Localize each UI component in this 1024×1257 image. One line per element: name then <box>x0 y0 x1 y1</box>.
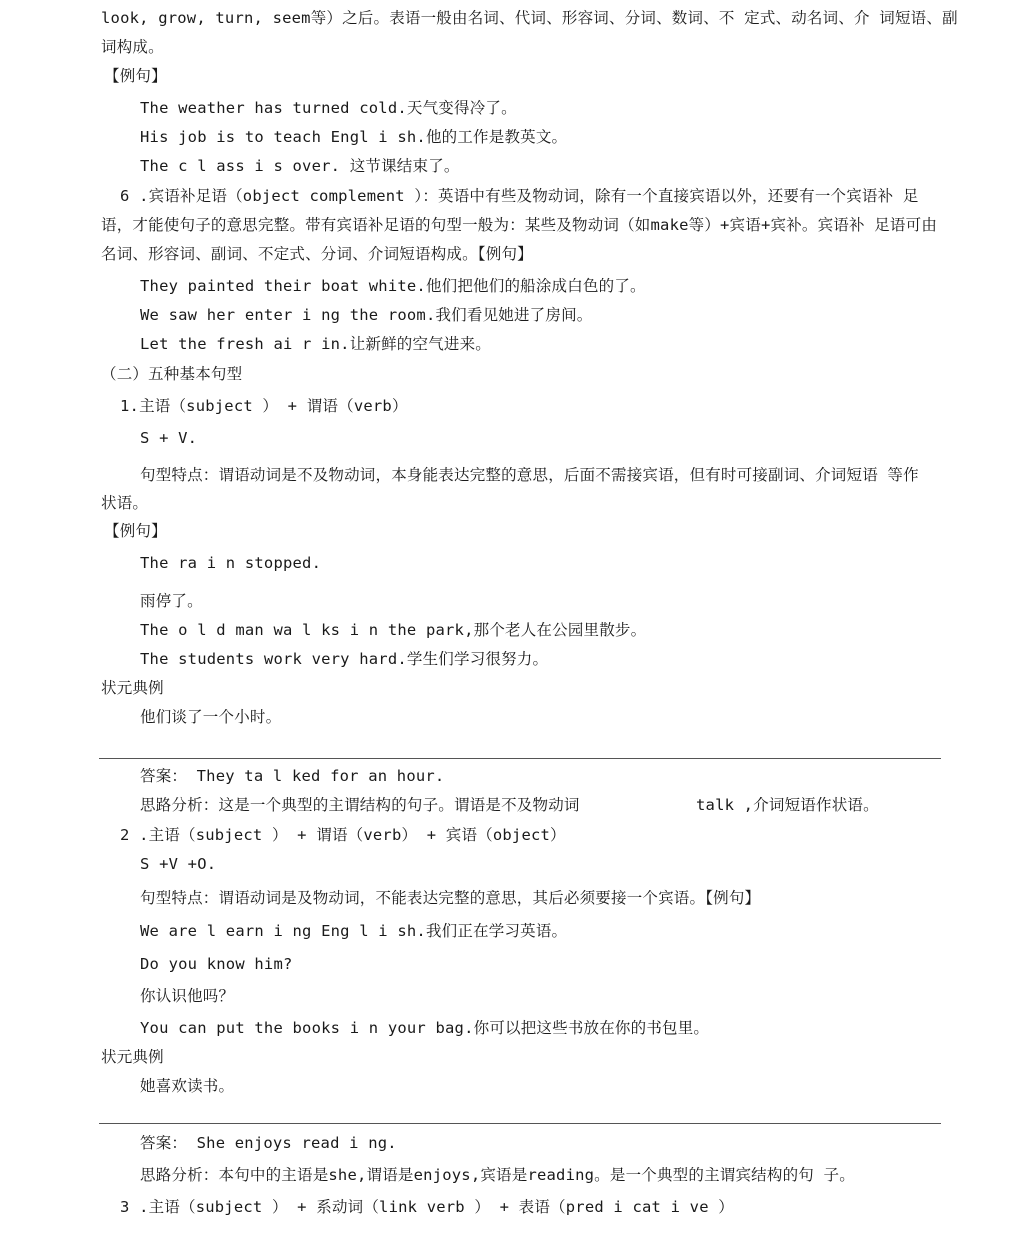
example-sentence: We are l earn i ng Eng l i sh.我们正在学习英语。 <box>140 922 568 940</box>
example-sentence: The weather has turned cold.天气变得冷了。 <box>140 99 517 117</box>
pattern-description: 句型特点：谓语动词是及物动词，不能表达完整的意思，其后必须要接一个宾语。【例句】 <box>140 889 761 907</box>
example-sentence: The o l d man wa l ks i n the park,那个老人在公园里散步。 <box>140 621 647 639</box>
pattern-heading: 2 .主语（subject ） + 谓语（verb） + 宾语（object） <box>120 826 566 844</box>
example-sentence: We saw her enter i ng the room.我们看见她进了房间。 <box>140 306 593 324</box>
text-line: look, grow, turn, seem等）之后。表语一般由名词、代词、形容词、分词、数词、不 定式、动名词、介 词短语、副 <box>101 9 958 27</box>
typical-example-label: 状元典例 <box>101 1048 164 1066</box>
exercise-question: 她喜欢读书。 <box>140 1077 235 1095</box>
example-translation: 雨停了。 <box>140 592 203 610</box>
section-heading: 6 .宾语补足语（object complement ）：英语中有些及物动词，除有一个直接宾语以外，还要有一个宾语补 足 <box>120 187 919 205</box>
pattern-heading: 1.主语（subject ） + 谓语（verb） <box>120 397 408 415</box>
example-sentence: Do you know him? <box>140 955 293 973</box>
pattern-heading: 3 .主语（subject ） + 系动词（link verb ） + 表语（pred i cat i ve ） <box>120 1198 734 1216</box>
example-sentence: You can put the books i n your bag.你可以把这些书放在你的书包里。 <box>140 1019 710 1037</box>
pattern-formula: S + V. <box>140 429 198 447</box>
exercise-question: 他们谈了一个小时。 <box>140 708 282 726</box>
pattern-formula: S +V +O. <box>140 855 217 873</box>
answer-divider <box>99 758 941 759</box>
example-header: 【例句】 <box>104 522 167 540</box>
example-sentence: The ra i n stopped. <box>140 554 322 572</box>
answer-divider <box>99 1123 941 1124</box>
typical-example-label: 状元典例 <box>101 679 164 697</box>
example-sentence: The c l ass i s over. 这节课结束了。 <box>140 157 460 175</box>
answer-line: 答案： She enjoys read i ng. <box>140 1134 397 1152</box>
text-line: 语，才能使句子的意思完整。带有宾语补足语的句型一般为：某些及物动词（如make等）+宾语+宾补。宾语补 足语可由 <box>101 216 938 234</box>
analysis-line: 思路分析：本句中的主语是she,谓语是enjoys,宾语是reading。是一个典型的主谓宾结构的句 子。 <box>140 1166 855 1184</box>
text-line: 名词、形容词、副词、不定式、分词、介词短语构成。【例句】 <box>101 245 533 263</box>
analysis-line: talk ,介词短语作状语。 <box>696 796 879 814</box>
example-translation: 你认识他吗？ <box>140 987 235 1005</box>
example-sentence: The students work very hard.学生们学习很努力。 <box>140 650 549 668</box>
example-sentence: His job is to teach Engl i sh.他的工作是教英文。 <box>140 128 568 146</box>
pattern-description: 句型特点：谓语动词是不及物动词，本身能表达完整的意思，后面不需接宾语，但有时可接副词、介词短语 等作 <box>140 466 919 484</box>
text-line: 状语。 <box>101 494 149 512</box>
section-title: （二）五种基本句型 <box>101 365 243 383</box>
text-line: 词构成。 <box>101 38 164 56</box>
analysis-line: 思路分析：这是一个典型的主谓结构的句子。谓语是不及物动词 <box>140 796 580 814</box>
example-header: 【例句】 <box>104 67 167 85</box>
example-sentence: Let the fresh ai r in.让新鲜的空气进来。 <box>140 335 491 353</box>
answer-line: 答案： They ta l ked for an hour. <box>140 767 445 785</box>
example-sentence: They painted their boat white.他们把他们的船涂成白色的了。 <box>140 277 646 295</box>
